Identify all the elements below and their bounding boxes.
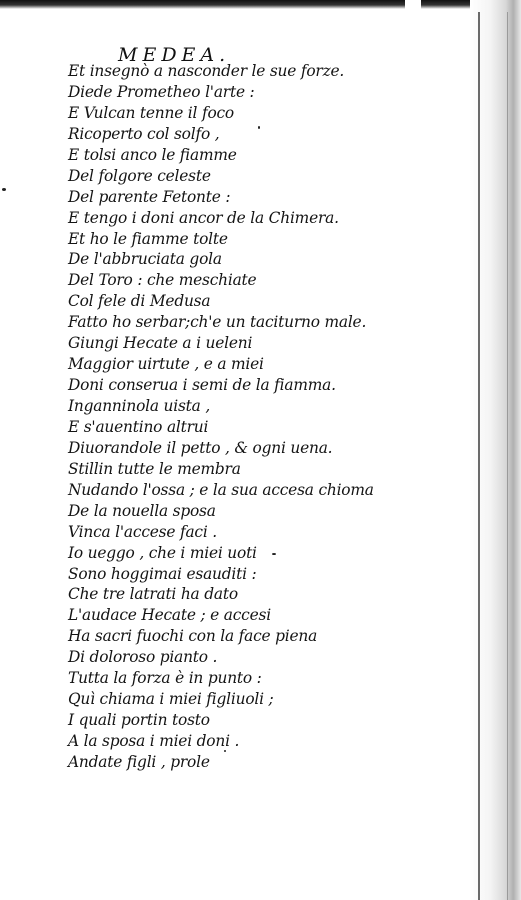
verse-line: Nudando l'ossa ; e la sua accesa chioma [68,480,374,499]
verse-line: Io ueggo , che i miei uoti [68,543,257,562]
verse-line: Del parente Fetonte : [68,187,231,206]
verse-line: Ha sacri fuochi con la face piena [68,627,318,646]
scan-top-edge [0,0,521,9]
verse-line: L'audace Hecate ; e accesi [68,606,271,625]
verse-line: E s'auentino altrui [68,417,209,436]
scan-top-edge-gap [405,0,421,9]
verse-line: A la sposa i miei doni . [68,732,240,750]
verse-line: Stillin tutte le membra [68,459,241,478]
verse-line: Del folgore celeste [68,166,211,185]
binding-shadow-line [478,12,480,900]
running-head: MEDEA. [118,44,231,66]
verse-line: Del Toro : che meschiate [68,271,257,290]
verse-line: Fatto ho serbar;ch'e un taciturno male. [68,313,367,332]
verse-line: Giungi Hecate a i ueleni [68,334,253,353]
verse-line: E tengo i doni ancor de la Chimera. [68,208,339,227]
verse-line: Et ho le fiamme tolte [68,229,228,248]
verse-line: Che tre latrati ha dato [68,585,238,604]
verse-line: Et insegnò a nasconder le sue forze. [68,62,345,80]
verse-line: Vinca l'accese faci . [68,522,217,541]
verse-line: Di doloroso pianto . [68,648,218,667]
verse-line: Tutta la forza è in punto : [68,669,262,688]
verse-line: Ricoperto col solfo , [68,124,220,143]
verse-line: Andate figli , prole [68,752,210,771]
verse-line: Diuorandole il petto , & ogni uena. [68,438,333,457]
verse-line: Quì chiama i miei figliuoli ; [68,690,274,709]
verse-line: De l'abbruciata gola [68,250,222,269]
binding-shadow-line-secondary [507,12,508,900]
verse-line: Maggior uirtute , e a miei [68,355,264,374]
verse-line: E tolsi anco le fiamme [68,145,237,164]
verse-line: Doni conserua i semi de la fiamma. [68,376,336,395]
verse-line: E Vulcan tenne il foco [68,103,234,122]
verse-line: Sono hoggimai esauditi : [68,564,257,583]
verse-line: Diede Prometheo l'arte : [68,82,255,101]
verse-line: I quali portin tosto [68,711,210,730]
ink-speck [2,188,6,191]
verse-line: Col fele di Medusa [68,292,211,311]
verse-block [68,61,468,773]
verse-line: De la nouella sposa [68,501,216,520]
verse-line: Inganninola uista , [68,397,211,415]
